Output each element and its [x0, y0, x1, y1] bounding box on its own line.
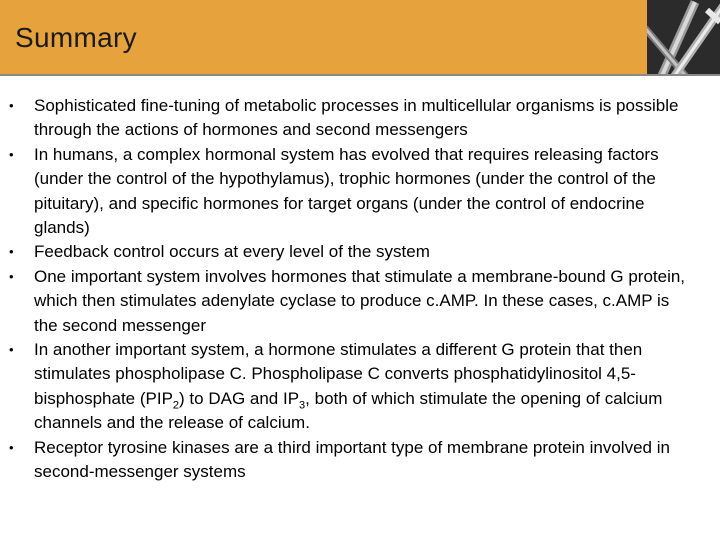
bullet-item — [0, 240, 694, 264]
bullet-text-part: In another important system, a hormone stimulates a different G protein that then stimulates phospholipase C. Phospholipase C converts phosphatidylinositol 4,5-bisphosphate (PIP — [34, 340, 643, 408]
bullet-text-part: , both of which stimulate the opening of calcium channels and the release of calcium. — [34, 388, 663, 433]
title-divider — [0, 74, 720, 76]
bullet-text: In humans, a complex hormonal system has evolved that requires releasing factors (under the control of the hypothylamus), trophic hormones (under the control of the pituitary), and specific hormones for target organs (under the control of endocrine glands) — [34, 144, 659, 238]
subscript-2: 2 — [172, 399, 180, 412]
bullet-marker: • — [9, 146, 14, 162]
bullet-text: Sophisticated fine-tuning of metabolic processes in multicellular organisms is possible through the actions of hormones and second messengers — [34, 96, 679, 140]
bullet-item — [0, 436, 694, 485]
bullet-item — [0, 338, 694, 436]
bullet-item — [0, 265, 694, 338]
bullet-marker: • — [9, 439, 14, 455]
bullet-text: Receptor tyrosine kinases are a third important type of membrane protein involved in second-messenger systems — [34, 437, 670, 482]
bullet-item — [0, 143, 694, 241]
bullet-marker: • — [9, 342, 14, 358]
slide-title: Summary — [15, 22, 137, 53]
bullet-list — [0, 94, 720, 485]
bullet-text: Feedback control occurs at every level of the system — [34, 242, 430, 262]
bullet-marker: • — [9, 268, 14, 284]
decorative-corner-image — [647, 0, 720, 74]
bullet-item — [0, 94, 694, 143]
subscript-3: 3 — [299, 399, 306, 412]
bullet-text: One important system involves hormones that stimulate a membrane-bound G protein, which then stimulates adenylate cyclase to produce c.AMP. In these cases, c.AMP is the second messenger — [34, 266, 686, 335]
bullet-marker: • — [9, 98, 14, 113]
crossed-pencils-icon — [647, 0, 720, 74]
bullet-marker: • — [9, 244, 14, 260]
bullet-text-part: ) to DAG and IP — [179, 388, 300, 408]
